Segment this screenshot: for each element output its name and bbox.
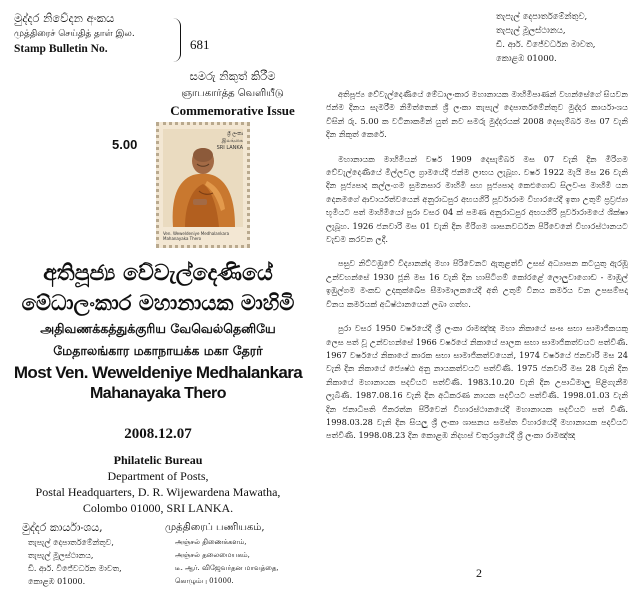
issue-date: 2008.12.07: [124, 426, 192, 442]
bulletin-number: 681: [190, 37, 210, 52]
stamp-caption: Ven. Weweldeniye Medhalankara Mahanayaka Thero: [163, 231, 230, 241]
address-line: டீ. ஆர். விஜேவர்தன மாவத்தை,: [175, 564, 279, 572]
address-line: ඩී. ආර්. විජේවර්ධන මාවත,: [28, 564, 122, 573]
left-column: [0, 0, 316, 594]
address-line: කොළඹ 01000.: [496, 54, 557, 64]
paragraph: අතිපූජ්‍ය වේවැල්දෙණියේ මේධාලංකාර මහානායක මාහිමිපාණන් වහන්සේගේ සියවන ජන්ම දිනය සැමරීම නිමිත්තෙන් ශ්‍රී ලංකා තැපැල් දෙපාර්තමේන්තුව මුද්දර කාර්යාංශය විසින් රු. 5.00 ක වටිනාකමින් යුත් නව සමරු මුද්දරයක් 2008 දෙසැම්බර් මස 07 වැනි දින නිකුත් කෙරේ.: [326, 89, 628, 140]
stamp-country-tamil: இலங்கை: [221, 138, 243, 144]
title-english-line1: Most Ven. Weweldeniye Medhalankara: [13, 363, 303, 382]
stamp-country-text: [217, 131, 243, 152]
brace-divider: [172, 18, 181, 62]
address-tamil: [165, 520, 315, 588]
body-text: [326, 88, 628, 454]
address-line: තැපැල් මූලස්ථානය,: [496, 26, 566, 36]
stamp-image: [156, 122, 250, 248]
address-line: அஞ்சல் தலைமையகம்,: [175, 551, 250, 559]
right-address: [496, 10, 626, 66]
bureau-name: Philatelic Bureau: [113, 453, 203, 467]
address-tamil-heading: முத்திரைப் பணியகம்,: [165, 522, 265, 533]
stamp-value-label: 5.00: [112, 137, 138, 152]
right-column: [326, 0, 630, 594]
address-line: அஞ்சல் திணைக்களம்,: [175, 538, 247, 546]
bureau-line: Postal Headquarters, D. R. Wijewardena Mawatha,: [35, 485, 281, 499]
address-sinhala-heading: මුද්දර කාර්යාංශය,: [22, 521, 103, 534]
issue-type-sinhala: සමරු නිකුත් කිරීම: [189, 69, 276, 83]
address-line: තැපැල් මූලස්ථානය,: [28, 551, 94, 560]
issue-type-tamil: ஞாபகார்த்த வெளியீடு: [181, 88, 284, 99]
issue-type-english: Commemorative Issue: [170, 103, 295, 118]
address-line: ඩී. ආර්. විජේවර්ධන මාවත,: [496, 40, 596, 50]
paragraph: මහානායක මාහිමියන් වර්ෂ 1909 දෙසැම්බර් මස 07 වැනි දින මිරිගම වේවැල්දෙණියේ මිල්ලවල ග්‍රාමයේදී ජන්ම ලාභය ලැබූහ. වර්ෂ 1922 මැයි මස 26 වැනි දින පූජ්‍යපාද කල්ලංගම සුමනසාර මාහිමි සහ පූජ්‍යපාද කෙළුගොඩ සිලවංස මාහිමි යන දෙනමගේ ආචාර්යත්වයෙන් අනුරාධපුර අභයගිරි පූර්වාරාම විහාරයේදී ඉතා උතුම් ප්‍රව්‍රජ්‍යා භූමියට පත් මාහිමියෝ පුරා වසර 04 ක් පමණ අනුරාධපුර අභයගිරි පූර්වාරාමයේ ශික්ෂා ලැබූහ. 1926 ජනවාරි මස 01 වැනි දින මිරිගම ශාසනවර්ධන පිරිවෙනේ විහාරස්ථානයට වැඩම කරවන ලදී.: [326, 153, 628, 245]
bureau-line: Colombo 01000, SRI LANKA.: [82, 501, 234, 515]
address-line: கொழும்பு 01000.: [175, 577, 234, 585]
bulletin-header: [14, 10, 184, 58]
title-sinhala-line1: අතිපූජ්‍ය වේවැල්දෙණියේ: [43, 260, 273, 286]
issue-type: [150, 68, 315, 120]
main-title: [0, 258, 316, 404]
address-line: කොළඹ 01000.: [28, 577, 86, 586]
bureau-address-english: [0, 452, 316, 516]
bulletin-label-sinhala: මුද්දර නිවේදන අංකය: [14, 11, 115, 25]
bulletin-label-english: Stamp Bulletin No.: [14, 43, 108, 55]
bureau-line: Department of Posts,: [107, 469, 209, 483]
address-line: තැපැල් දෙපාර්තමේන්තුව,: [496, 12, 588, 22]
address-sinhala: [22, 520, 162, 588]
title-tamil-line1: அதிவணக்கத்துக்குரிய வேவெல்தெனியே: [40, 321, 276, 336]
title-sinhala-line2: මේධාලංකාර මහානායක මාහිමි: [21, 290, 295, 315]
title-tamil-line2: மேதாலங்கார மகாநாயக்க மகா தேரர்: [53, 343, 263, 358]
stamp-country-sinhala: ශ්‍රී ලංකා: [227, 131, 243, 137]
paragraph: පසුව නිට්ටඹුවේ විද්‍යානන්ද මහා පිරිවෙනට ඇතුළත්වී උසස් අධ්‍යාපන කටයුතු ඇරඹූ උන්වහන්සේ 1930 ජූනි මස 16 වැනි දින හාපිටිගම් කෝරළේ ලොලුවාගොඩ - මාඹුල් ඉඹුල්ගම මංකඩ උදකුක්ඛේප සීමාමාලකයේදී අති උතුම් විනය කර්මය වන උපසම්පදා විනය කර්මයක් අධිෂ්ඨානයෙන් ලබා ගත්හ.: [326, 258, 628, 309]
page-number: 2: [476, 566, 482, 580]
stamp-country-english: SRI LANKA: [216, 145, 243, 151]
paragraph: පුරා වසර 1950 වර්ෂයේදී ශ්‍රී ලංකා රාමඤ්ඤ මහා නිකායේ සංඝ සභා සාමාජිකයකු ලෙස පත් වූ උන්වහන්සේ 1966 වර්ෂයේ නිකායේ පාලක සභා සාමාජිකත්වයට පත්විණි. 1967 වර්ෂයේ නිකායේ කාරක සභා සාමාජිකත්වයෙන්, 1974 වර්ෂයේ ජනවාරි මස 24 වැනි දින නිකායේ ජ්‍යෙෂ්ඨ අනු නායකත්වයට පත්විණි. 1975 ජනවාරි මස 28 වැනි දින නිකායේ මහානායක පදවියට පත්විණි. 1983.10.20 වැනි දින උපාධිමාලු පිළිගැනීම ලැබිණි. 1987.08.16 වැනි දින අධිකරණ නායක පදවියට පත්විණි. 1998.01.03 වැනි දින ජනාධිපති ජිනරත්න පිරිවෙන් විහාරස්ථානයේදී මහානායක පදවියට පත් විණි. 1998.03.28 වැනි දින සියලු ශ්‍රී ලංකා ශාසනය සමස්ත විහාරයේදී මහානායක පදවියට පත්විණි. 1998.08.23 දින කොළඹ නිදහස් චතුරශ්‍රයේදී ශ්‍රී ලංකා රාමඤ්ඤ: [326, 323, 628, 441]
address-line: තැපැල් දෙපාර්තමේන්තුව,: [28, 538, 114, 547]
bulletin-label-tamil: முத்திரைச் செய்தித் தாள் இல.: [14, 29, 135, 39]
title-english-line2: Mahanayaka Thero: [89, 385, 227, 402]
